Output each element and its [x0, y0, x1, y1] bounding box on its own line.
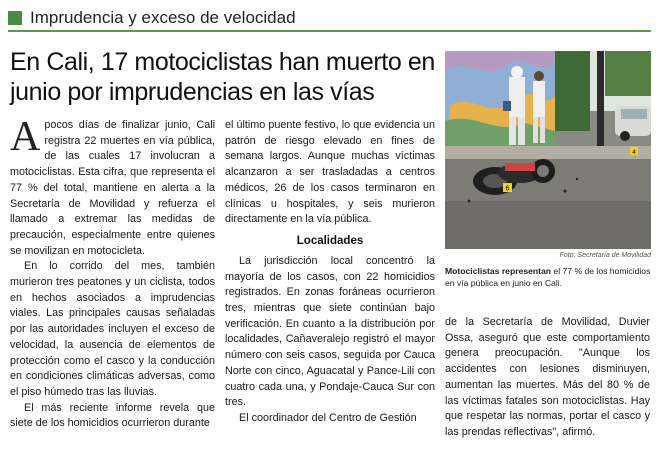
photo-credit: Foto: Secretaría de Movilidad	[559, 252, 651, 259]
section-label: Imprudencia y exceso de velocidad	[30, 8, 296, 27]
drop-cap: A	[10, 114, 41, 160]
caption-bold: Motociclistas representan	[445, 266, 552, 276]
subhead-localidades: Localidades	[296, 234, 364, 247]
news-photo	[445, 51, 651, 249]
paragraph-5: La jurisdicción local concentró la mayoría de los casos, con 22 homicidios registrados. En zonas foráneas ocurrieron tres, mientras que siete continúan bajo verificación. En cuanto a la distribución por localidades, Cañaveralejo registró el mayor número con seis casos, seguida por Cauca Norte con cinco, Aguacatal y Pance-Lili con cuatro cada una, y Pondaje-Cauca Sur con tres.	[225, 254, 435, 409]
paragraph-7: de la Secretaría de Movilidad, Duvier Ossa, aseguró que este comportamiento genera preocupación. "Aunque los accidentes con lesiones disminuyen, aumentan las muertes. Más del 80 % de las víctimas fatales son motociclistas. Hay que respetar las normas, portar el casco y las prendas reflectivas", afirmó.	[445, 316, 650, 438]
section-header	[8, 8, 651, 30]
body-column-1	[10, 114, 215, 432]
paragraph-1	[10, 114, 215, 259]
evidence-marker-6-label: 6	[505, 185, 510, 193]
paragraph-2: En lo corrido del mes, también murieron tres peatones y un ciclista, todos en hechos asociados a imprudencias viales. Las principales causas señaladas por las autoridades incluyen el exceso de velocidad, la ausencia de elementos de protección como el casco y la conducción en condiciones climáticas adversas, como el piso húmedo tras las lluvias.	[10, 260, 215, 398]
paragraph-6: El coordinador del Centro de Gestión	[239, 411, 417, 424]
paragraph-4: el último puente festivo, lo que evidencia un patrón de riesgo elevado en fines de semana largos. Aunque muchas víctimas alcanzaron a ser trasladadas a centros médicos, 26 de los casos terminaron en clínicas u hospitales, y seis murieron directamente en la vía pública.	[225, 119, 435, 226]
section-marker	[8, 11, 22, 25]
section-rule	[8, 30, 651, 32]
paragraph-3: El más reciente informe revela que siete de los homicidios ocurrieron durante	[10, 401, 215, 430]
body-column-3	[445, 315, 650, 441]
headline: En Cali, 17 motociclistas han muerto en junio por imprudencias en las vías	[10, 48, 435, 106]
photo-caption	[445, 266, 651, 289]
body-column-2	[225, 118, 435, 427]
paragraph-1-text: pocos días de finalizar junio, Cali registra 22 muertes en vía pública, de las cuales 17 involucran a motociclistas. Esta cifra, que representa el 77 % del total, mantiene en alerta a la Secretaría de Movilidad y refuerza el llamado a extremar las medidas de precaución, especialmente entre quienes se movilizan en motocicleta.	[10, 119, 215, 257]
caption-text: el 77 % de los homicidios en vía pública en junio en Cali.	[445, 266, 651, 288]
evidence-marker-4-label: 4	[632, 149, 636, 156]
